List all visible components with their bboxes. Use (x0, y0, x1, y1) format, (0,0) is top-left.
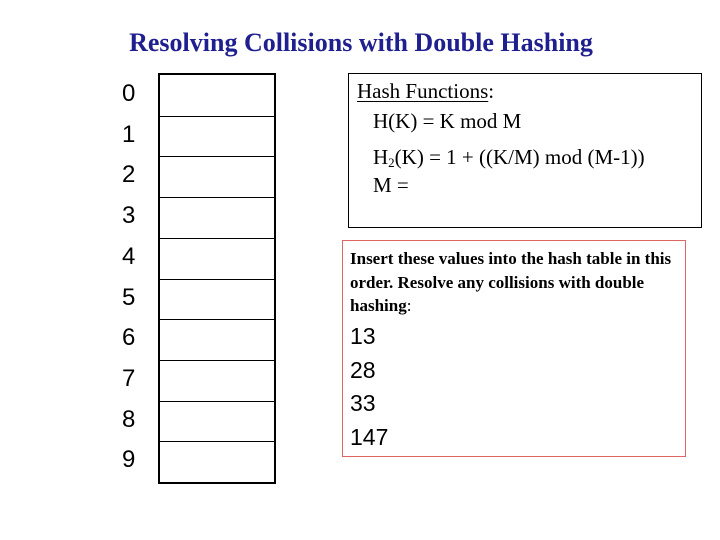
slot-index-7: 7 (122, 364, 136, 392)
secondary-hash-function (373, 144, 645, 170)
hash-cell-5 (160, 279, 274, 320)
insert-value-item: 28 (350, 356, 376, 383)
insert-instruction-text: Insert these values into the hash table in this order. Resolve any collisions with double hashing (350, 249, 672, 315)
hash-cell-7 (160, 360, 274, 401)
slot-index-6: 6 (122, 324, 136, 352)
hash-cell-3 (160, 197, 274, 238)
hash-cell-8 (160, 401, 274, 442)
slot-index-9: 9 (122, 446, 136, 474)
insert-instruction-colon: : (406, 296, 412, 315)
primary-hash-function: H(K) = K mod M (373, 109, 522, 133)
slot-index-3: 3 (122, 202, 136, 230)
slot-index-0: 0 (122, 80, 136, 107)
secondary-hash-formula: (K) = 1 + ((K/M) mod (M-1)) (394, 145, 645, 169)
hash-functions-heading-colon: : (488, 79, 495, 103)
hash-cell-0 (160, 75, 274, 116)
hash-functions-box (348, 73, 702, 228)
insert-value-item: 147 (350, 423, 389, 450)
insert-value-item: 33 (350, 390, 376, 416)
hash-cell-1 (160, 116, 274, 157)
hash-cell-4 (160, 238, 274, 279)
secondary-hash-name: H (373, 145, 389, 169)
hash-cell-6 (160, 319, 274, 360)
secondary-hash-subscript: 2 (388, 155, 395, 170)
table-size-line: M = (373, 173, 409, 197)
slot-index-2: 2 (122, 161, 136, 189)
slot-index-8: 8 (122, 405, 136, 433)
insert-values-box (342, 240, 686, 457)
insert-instruction (350, 247, 684, 318)
hash-table (158, 73, 276, 484)
hash-cell-2 (160, 156, 274, 197)
slot-index-1: 1 (122, 120, 136, 148)
hash-functions-heading (357, 78, 494, 104)
slide-title: Resolving Collisions with Double Hashing (129, 28, 593, 57)
insert-value-item: 13 (350, 323, 376, 349)
slot-index-5: 5 (122, 283, 136, 311)
hash-functions-heading-text: Hash Functions (357, 79, 489, 103)
slot-index-4: 4 (122, 242, 136, 270)
hash-cell-9 (160, 441, 274, 482)
